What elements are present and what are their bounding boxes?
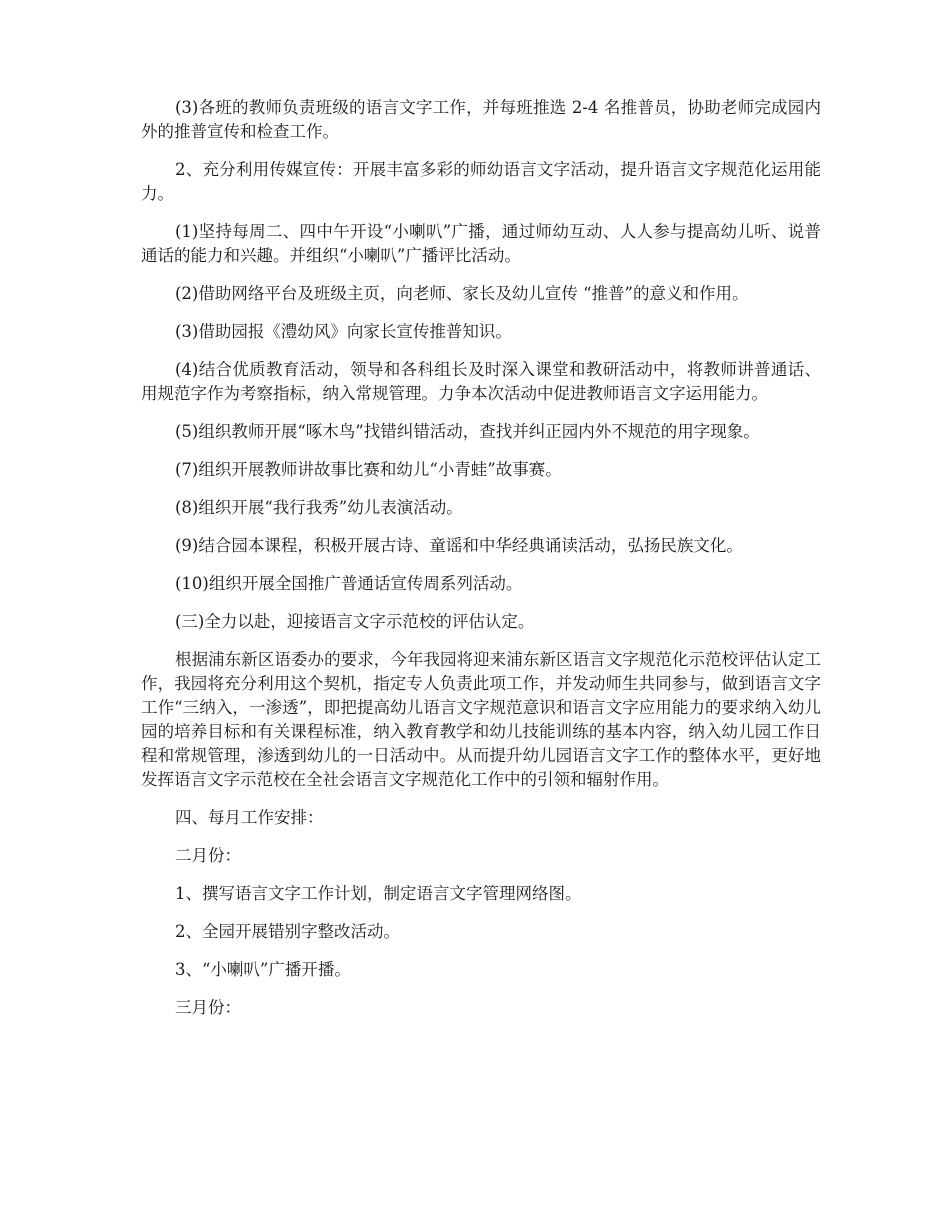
heading-march: 三月份： bbox=[175, 998, 241, 1017]
paragraph-classic-reading: (9)结合园本课程，积极开展古诗、童谣和中华经典诵读活动，弘扬民族文化。 bbox=[175, 536, 743, 555]
paragraph-school-newspaper: (3)借助园报《澧幼风》向家长宣传推普知识。 bbox=[175, 322, 512, 341]
paragraph-typo-correction: 2、全园开展错别字整改活动。 bbox=[175, 922, 400, 941]
paragraph-little-trumpet-broadcast: (1)坚持每周二、四中午开设“小喇叭”广播，通过师幼互动、人人参与提高幼儿听、说普通话的能力和兴趣。并组织“小喇叭”广播评比活动。 bbox=[141, 222, 821, 265]
paragraph-class-teachers: (3)各班的教师负责班级的语言文字工作，并每班推选 2-4 名推普员，协助老师完成园内外的推普宣传和检查工作。 bbox=[141, 98, 821, 141]
paragraph-mandarin-week: (10)组织开展全国推广普通话宣传周系列活动。 bbox=[175, 574, 523, 593]
paragraph-storytelling-contest: (7)组织开展教师讲故事比赛和幼儿“小青蛙”故事赛。 bbox=[175, 460, 562, 479]
paragraph-demonstration-school: (三)全力以赴，迎接语言文字示范校的评估认定。 bbox=[175, 612, 535, 631]
heading-february: 二月份： bbox=[175, 846, 241, 865]
paragraph-work-plan: 1、撰写语言文字工作计划，制定语言文字管理网络图。 bbox=[175, 884, 582, 903]
heading-monthly-schedule: 四、每月工作安排： bbox=[175, 808, 324, 827]
paragraph-media-publicity: 2、充分利用传媒宣传：开展丰富多彩的师幼语言文字活动，提升语言文字规范化运用能力。 bbox=[141, 160, 821, 203]
paragraph-performance-activity: (8)组织开展“我行我秀”幼儿表演活动。 bbox=[175, 498, 463, 517]
paragraph-pudong-requirements: 根据浦东新区语委办的要求，今年我园将迎来浦东新区语言文字规范化示范校评估认定工作，我园将充分利用这个契机，指定专人负责此项工作，并发动师生共同参与，做到语言文字工作“三纳入，一渗透”，即把提高幼儿语言文字规范意识和语言文字应用能力的要求纳入幼儿园的培养目标和有关课程标准，纳入教育教学和幼儿技能训练的基本内容，纳入幼儿园工作日程和常规管理，渗透到幼儿的一日活动中。从而提升幼儿园语言文字工作的整体水平，更好地发挥语言文字示范校在全社会语言文字规范化工作中的引领和辐射作用。 bbox=[141, 650, 821, 789]
document-body bbox=[141, 96, 821, 1034]
paragraph-quality-education: (4)结合优质教育活动，领导和各科组长及时深入课堂和教研活动中，将教师讲普通话、用规范字作为考察指标，纳入常规管理。力争本次活动中促进教师语言文字运用能力。 bbox=[141, 360, 821, 403]
paragraph-broadcast-start: 3、“小喇叭”广播开播。 bbox=[175, 960, 351, 979]
paragraph-network-platform: (2)借助网络平台及班级主页，向老师、家长及幼儿宣传 “推普”的意义和作用。 bbox=[175, 284, 749, 303]
paragraph-woodpecker-activity: (5)组织教师开展“啄木鸟”找错纠错活动，查找并纠正园内外不规范的用字现象。 bbox=[175, 422, 760, 441]
